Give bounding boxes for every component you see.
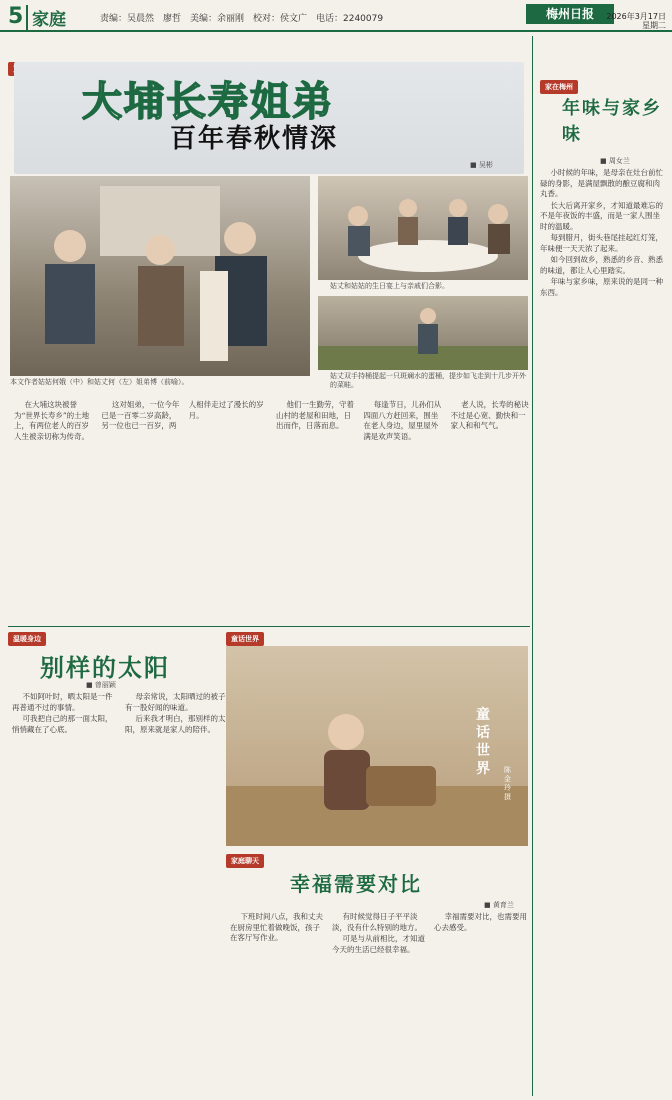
story2-paragraph: 如今回到故乡，熟悉的乡音、熟悉的味道，都让人心里踏实。 [540, 255, 663, 275]
story5-title: 幸福需要对比 [290, 872, 422, 896]
story1-paragraph: 在大埔这块被誉为“世界长寿乡”的土地上，有两位老人的百岁人生被亲切称为传奇。 [14, 400, 90, 441]
story5-paragraph: 下班时间八点，我和丈夫在厨房里忙着做晚饭，孩子在客厅写作业。 [230, 912, 323, 942]
story3-paragraph: 母亲常说，太阳晒过的被子有一股好闻的味道。 [125, 692, 226, 712]
story2-paragraph: 年味与家乡味，原来说的是同一种东西。 [540, 277, 663, 297]
child-photo [226, 646, 528, 846]
story1-caption-right2: 姑丈双手持桶提起一只斑斓水的蛋桶，提步如飞走到十几步开外的菜畦。 [330, 372, 526, 389]
elders-photo [10, 176, 310, 376]
story1-body [14, 400, 530, 620]
issue-date: 2026年3月17日 星期二 [606, 12, 666, 30]
story2-author: ■ 周女兰 [600, 157, 630, 165]
garden-photo-art [318, 296, 528, 370]
story1-subtitle: 百年春秋情深 [170, 124, 339, 154]
elders-photo-art [10, 176, 310, 376]
story3-author: ■ 曾丽颖 [86, 681, 116, 689]
story3-body [12, 692, 230, 1092]
story4-title: 童话世界 [476, 707, 490, 777]
banquet-photo-art [318, 176, 528, 280]
story1-author: ■ 吴彬 [470, 161, 493, 169]
page-header [0, 0, 672, 32]
story3-paragraph: 后来我才明白，那别样的太阳，原来就是家人的陪伴。 [125, 714, 226, 734]
story4-author: 陈金玲 摄 [504, 766, 511, 801]
story4-tag: 童话世界 [226, 632, 264, 646]
story2-paragraph: 每到腊月，街头巷尾挂起红灯笼，年味便一天天浓了起来。 [540, 233, 663, 253]
section-divider [8, 626, 530, 627]
story5-body [230, 912, 528, 1092]
garden-photo [318, 296, 528, 370]
story2-body [540, 168, 666, 1088]
story2-tag: 家在梅州 [540, 80, 578, 94]
section-title: 家庭 [26, 5, 66, 30]
story1-paragraph: 老人说，长寿的秘诀不过是心宽、勤快和一家人和和气气。 [450, 400, 529, 430]
story5-paragraph: 幸福需要对比，也需要用心去感受。 [434, 912, 527, 932]
story5-tag: 家庭聊天 [226, 854, 264, 868]
story2-title: 年味与家乡味 [562, 98, 662, 145]
story2-paragraph: 长大后离开家乡，才知道最难忘的不是年夜饭的丰盛，而是一家人围坐时的温暖。 [540, 200, 663, 231]
story3-tag: 温暖身边 [8, 632, 46, 646]
story2-paragraph: 小时候的年味，是母亲在灶台前忙碌的身影，是满屋飘散的酿豆腐和肉丸香。 [540, 168, 663, 198]
story1-caption-left: 本文作者姑姑何娥（中）和姑丈何（左）姐弟博（前喻）。 [10, 378, 189, 386]
page-number: 5 [8, 4, 24, 29]
story3-paragraph: 可我把自己的那一面太阳，悄悄藏在了心底。 [12, 714, 113, 734]
story1-caption-right1: 姑丈和姑姑的生日宴上与亲戚们合影。 [330, 282, 449, 290]
story3-title: 别样的太阳 [40, 654, 170, 682]
story5-paragraph: 有时候觉得日子平平淡淡，没有什么特别的地方。 [332, 912, 422, 932]
story1-paragraph: 他们一生勤劳，守着山村的老屋和田地，日出而作，日落而息。 [275, 400, 354, 430]
story1-paragraph: 这对姐弟，一位今年已是一百零二岁高龄，另一位也已一百岁，两人相伴走过了漫长的岁月。 [101, 400, 264, 430]
story1-paragraph: 每逢节日，儿孙们从四面八方赶回来，围坐在老人身边，屋里屋外满是欢声笑语。 [363, 400, 442, 441]
editor-meta: 责编：吴晨然 廖哲 美编：余丽刚 校对：侯文广 电话：2240079 [100, 14, 384, 24]
story5-author: ■ 黄育兰 [484, 901, 514, 909]
story5-paragraph: 可是与从前相比，才知道今天的生活已经很幸福。 [332, 934, 425, 954]
column-divider [532, 36, 533, 1096]
story3-paragraph: 不如阿叶时，晒太阳是一件再普通不过的事情。 [12, 692, 113, 712]
banquet-photo [318, 176, 528, 280]
paper-logo: 梅州日报 [526, 4, 614, 24]
story1-title: 大埔长寿姐弟 [82, 79, 334, 125]
